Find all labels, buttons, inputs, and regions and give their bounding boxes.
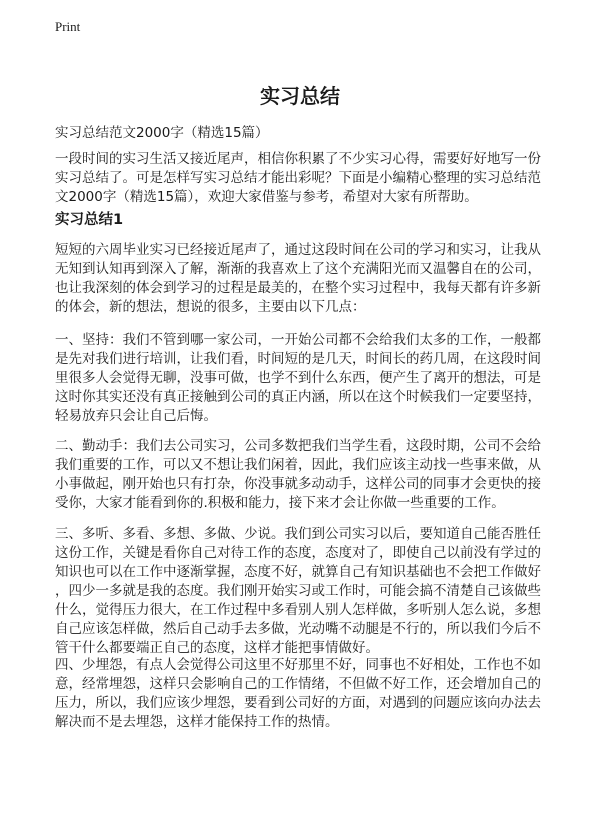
text-line: 小事做起，刚开始也只有打杂，你没事就多动动手，这样公司的同事才会更快的接 [55,476,541,492]
text-line: 无知到认知再到深入了解，渐渐的我喜欢上了这个充满阳光而又温馨自在的公司， [55,261,541,277]
document-subtitle: 实习总结范文2000字（精选15篇） [55,125,269,141]
body-paragraph-1 [55,241,541,317]
print-link[interactable]: Print [55,19,81,34]
text-line: 文2000字（精选15篇），欢迎大家借鉴与参考，希望对大家有所帮助。 [55,189,478,205]
body-paragraph-hands-on [55,437,541,513]
text-line: 我们重要的工作，可以又不想让我们闲着，因此，我们应该主动找一些事来做，从 [55,457,541,473]
section-heading: 实习总结1 [55,212,124,228]
text-line: 压力，所以，我们应该少埋怨，要看到公司好的方面，对遇到的问题应该向办法去 [55,695,541,711]
text-line: 三、多听、多看、多想、多做、少说。我们到公司实习以后，要知道自己能否胜任 [55,526,541,542]
text-line: 受你，大家才能看到你的.积极和能力，接下来才会让你做一些重要的工作。 [55,495,505,511]
text-line: 管干什么都要端正自己的态度，这样才能把事情做好。 [55,640,379,656]
text-line: 这时你其实还没有真正接触到公司的真正内涵，所以在这个时候我们一定要坚持， [55,389,541,405]
text-line: 实习总结了。可是怎样写实习总结才能出彩呢？下面是小编精心整理的实习总结范 [55,170,541,186]
text-line: 二、勤动手：我们去公司实习，公司多数把我们当学生看，这段时期，公司不会给 [55,438,541,454]
text-line: 是先对我们进行培训，让我们看，时间短的是几天，时间长的药几周，在这段时间 [55,351,541,367]
text-line: 知识也可以在工作中逐渐掌握，态度不好，就算自己有知识基础也不会把工作做好 [55,564,541,580]
text-line: 轻易放弃只会让自己后悔。 [55,408,217,424]
text-line: 四、少埋怨，有点人会觉得公司这里不好那里不好，同事也不好相处，工作也不如 [55,657,541,673]
text-line: 也让我深刻的体会到学习的过程是最美的，在整个实习过程中，我每天都有许多新 [55,280,541,296]
text-line: 短短的六周毕业实习已经接近尾声了，通过这段时间在公司的学习和实习，让我从 [55,242,541,258]
text-line: 这份工作，关键是看你自己对待工作的态度，态度对了，即使自己以前没有学过的 [55,545,541,561]
text-line: ，四少一多就是我的态度。我们刚开始实习或工作时，可能会搞不清楚自己该做些 [55,583,541,599]
text-line: 解决而不是去埋怨，这样才能保持工作的热情。 [55,714,339,730]
text-line: 自己应该怎样做，然后自己动手去多做，光动嘴不动腿是不行的，所以我们今后不 [55,621,541,637]
intro-paragraph [55,150,541,207]
text-line: 里很多人会觉得无聊，没事可做，也学不到什么东西，便产生了离开的想法，可是 [55,370,541,386]
body-paragraph-listen-more [55,525,541,658]
text-line: 一、坚持：我们不管到哪一家公司，一开始公司都不会给我们太多的工作，一般都 [55,332,541,348]
text-line: 的体会，新的想法，想说的很多，主要由以下几点： [55,299,366,315]
body-paragraph-persist [55,331,541,426]
text-line: 什么，觉得压力很大，在工作过程中多看别人别人怎样做，多听别人怎么说，多想 [55,602,541,618]
page-title: 实习总结 [260,84,340,108]
text-line: 一段时间的实习生活又接近尾声，相信你积累了不少实习心得，需要好好地写一份 [55,151,541,167]
text-line: 意，经常埋怨，这样只会影响自己的工作情绪，不但做不好工作，还会增加自己的 [55,676,541,692]
body-paragraph-complain-less [55,656,541,732]
